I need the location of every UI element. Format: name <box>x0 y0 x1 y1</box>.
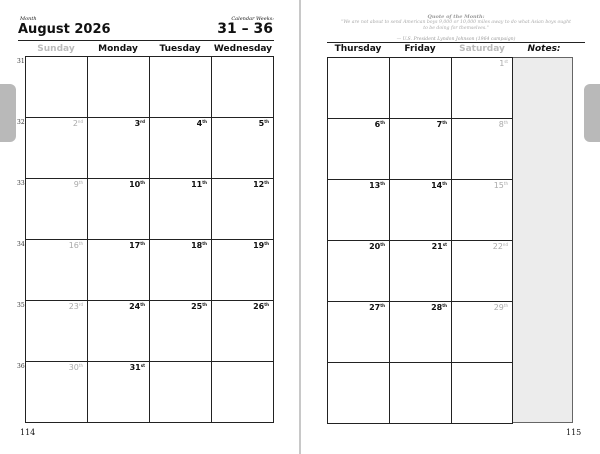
notes-panel[interactable] <box>512 57 573 423</box>
right-grid-hline <box>327 362 513 363</box>
day-number[interactable]: 30th <box>68 363 83 372</box>
column-header-wednesday: Wednesday <box>213 44 273 54</box>
week-number: 32 <box>17 119 25 126</box>
left-grid-hline <box>25 239 274 240</box>
day-number[interactable]: 7th <box>436 120 447 129</box>
day-number[interactable]: 29th <box>493 303 508 312</box>
month-label: Month <box>20 16 37 22</box>
column-header-notes: Notes: <box>527 44 561 54</box>
page-number-left: 114 <box>20 428 36 437</box>
day-number[interactable]: 19th <box>253 241 269 250</box>
left-grid-hline <box>25 300 274 301</box>
week-number: 31 <box>17 58 25 65</box>
left-grid-hline <box>25 361 274 362</box>
day-number[interactable]: 20th <box>369 242 385 251</box>
day-number[interactable]: 21st <box>431 242 447 251</box>
day-number[interactable]: 31st <box>129 363 145 372</box>
left-page <box>0 0 299 454</box>
column-header-sunday: Sunday <box>37 44 75 54</box>
column-header-thursday: Thursday <box>334 44 382 54</box>
quote-author: — U.S. President Lyndon Johnson (1964 campaign) <box>396 37 516 42</box>
left-grid-hline <box>25 56 274 57</box>
right-grid-hline <box>327 118 513 119</box>
day-number[interactable]: 17th <box>129 241 145 250</box>
column-header-monday: Monday <box>98 44 138 54</box>
day-number[interactable]: 26th <box>253 302 269 311</box>
header-rule <box>327 42 585 43</box>
day-number[interactable]: 9th <box>73 180 83 189</box>
day-number[interactable]: 22nd <box>492 242 508 251</box>
day-number[interactable]: 28th <box>431 303 447 312</box>
day-number[interactable]: 27th <box>369 303 385 312</box>
right-grid-hline <box>327 240 513 241</box>
right-grid-hline <box>327 423 513 424</box>
quote-heading: Quote of the Month: <box>427 14 485 20</box>
right-grid-hline <box>327 301 513 302</box>
day-number[interactable]: 25th <box>191 302 207 311</box>
right-page <box>301 0 600 454</box>
day-number[interactable]: 23rd <box>68 302 83 311</box>
right-grid-hline <box>327 57 513 58</box>
quote-text: "We are not about to send American boys 9,000 or 10,000 miles away to do what Asian boys ought to be doing for themselves." <box>341 20 571 31</box>
week-number: 35 <box>17 302 25 309</box>
day-number[interactable]: 8th <box>498 120 508 129</box>
column-header-tuesday: Tuesday <box>159 44 201 54</box>
day-number[interactable]: 14th <box>431 181 447 190</box>
day-number[interactable]: 10th <box>129 180 145 189</box>
day-number[interactable]: 6th <box>374 120 385 129</box>
day-number[interactable]: 4th <box>196 119 207 128</box>
day-number[interactable]: 18th <box>191 241 207 250</box>
header-rule <box>18 40 274 41</box>
week-number: 33 <box>17 180 25 187</box>
right-page-tab <box>584 84 600 142</box>
calendar-weeks-range: 31 – 36 <box>217 21 273 37</box>
day-number[interactable]: 3rd <box>134 119 145 128</box>
left-grid-hline <box>25 178 274 179</box>
left-grid-hline <box>25 422 274 423</box>
column-header-friday: Friday <box>404 44 436 54</box>
day-number[interactable]: 1st <box>499 59 508 68</box>
day-number[interactable]: 5th <box>258 119 269 128</box>
column-header-saturday: Saturday <box>459 44 505 54</box>
right-grid-hline <box>327 179 513 180</box>
page-number-right: 115 <box>566 428 582 437</box>
day-number[interactable]: 15th <box>493 181 508 190</box>
day-number[interactable]: 2nd <box>72 119 83 128</box>
day-number[interactable]: 11th <box>191 180 207 189</box>
day-number[interactable]: 16th <box>68 241 83 250</box>
left-grid-hline <box>25 117 274 118</box>
week-number: 36 <box>17 363 25 370</box>
day-number[interactable]: 13th <box>369 181 385 190</box>
left-page-tab <box>0 84 16 142</box>
day-number[interactable]: 12th <box>253 180 269 189</box>
day-number[interactable]: 24th <box>129 302 145 311</box>
week-number: 34 <box>17 241 25 248</box>
calendar-weeks-label: Calendar Weeks: <box>231 16 274 22</box>
month-title: August 2026 <box>18 22 111 37</box>
